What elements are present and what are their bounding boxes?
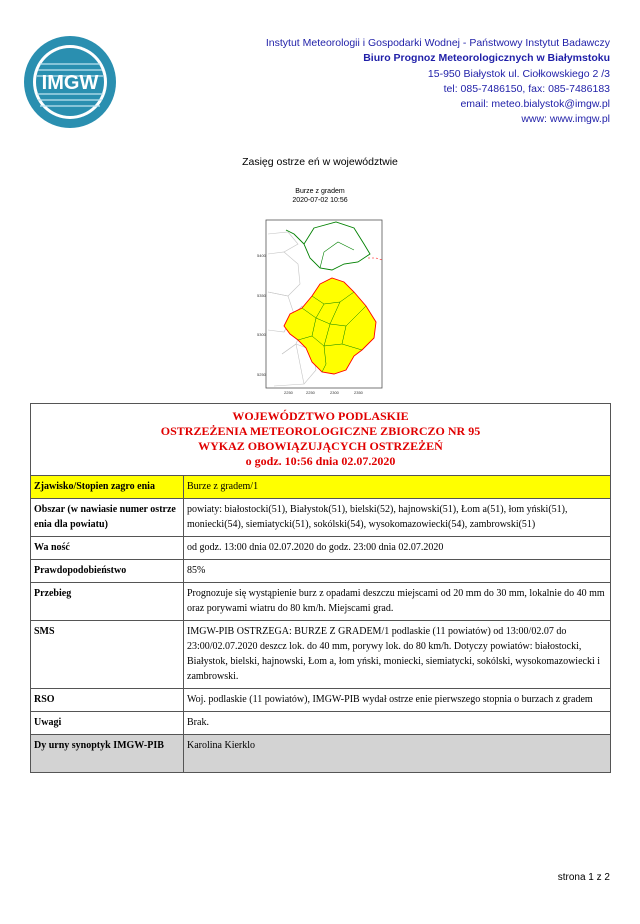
row-value: Prognozuje się wystąpienie burz z opadami deszczu miejscami od 20 mm do 30 mm, lokalnie do 40 mm oraz porywami wiatru do 80 km/h. Miejscami grad. [184,583,611,621]
issue-time-title: o godz. 10:56 dnia 02.07.2020 [245,454,396,468]
map-title: Zasięg ostrze eń w województwie [242,156,398,168]
map-datetime: 2020-07-02 10:56 [292,197,348,204]
row-label: Prawdopodobieństwo [31,560,184,583]
row-value: IMGW-PIB OSTRZEGA: BURZE Z GRADEM/1 podlaskie (11 powiatów) od 13:00/02.07 do 23:00/02.07.2020 deszcz lok. do 40 mm, porywy lok. do 80 km/h. Dotyczy powiatów: białostocki, Białystok, bielski, hajnowski, Łom a, łom yński, moniecki, siemiatycki, sokólski, wysokomazowiecki i zambrowski. [184,621,611,689]
table-row-remarks [31,712,611,735]
institute-name: Instytut Meteorologii i Gospodarki Wodnej - Państwowy Instytut Badawczy [265,37,610,49]
row-value: Burze z gradem/1 [184,476,611,499]
svg-text:IMGW: IMGW [41,72,99,94]
row-value: Karolina Kierklo [184,735,611,773]
voivodeship-title: WOJEWÓDZTWO PODLASKIE [232,409,409,423]
svg-text:5250: 5250 [257,372,266,377]
table-row-course [31,583,611,621]
svg-text:5350: 5350 [257,293,266,298]
table-row-sms [31,621,611,689]
institute-header [266,36,610,128]
warnings-table [30,403,611,773]
page-number: strona 1 z 2 [557,872,610,883]
table-row-forecaster [31,735,611,773]
warning-map [254,214,387,396]
office-phone: tel: 085-7486150, fax: 085-7486183 [443,82,610,95]
table-title [31,404,611,476]
row-label: Uwagi [31,712,184,735]
row-label: RSO [31,689,184,712]
svg-text:5400: 5400 [257,253,266,258]
row-value: Woj. podlaskie (11 powiatów), IMGW-PIB wydał ostrze enie pierwszego stopnia o burzach z gradem [184,689,611,712]
table-row-area [31,499,611,537]
row-value: od godz. 13:00 dnia 02.07.2020 do godz. 23:00 dnia 02.07.2020 [184,537,611,560]
row-value: Brak. [184,712,611,735]
svg-text:2350: 2350 [354,390,363,395]
svg-text:2300: 2300 [330,390,339,395]
svg-text:2250: 2250 [284,390,293,395]
office-website[interactable]: www: www.imgw.pl [521,113,610,126]
map-subtitle [0,187,640,205]
table-row-phenomenon [31,476,611,499]
office-address: 15-950 Białystok ul. Ciołkowskiego 2 /3 [427,67,610,80]
row-value: 85% [184,560,611,583]
office-email[interactable]: email: meteo.bialystok@imgw.pl [460,98,610,111]
imgw-logo [22,34,118,130]
table-row-probability [31,560,611,583]
svg-text:5300: 5300 [257,332,266,337]
row-label: Wa ność [31,537,184,560]
map-phenomenon: Burze z gradem [295,188,345,195]
row-label: Dy urny synoptyk IMGW-PIB [31,735,184,773]
row-label: SMS [31,621,184,689]
svg-text:2250: 2250 [306,390,315,395]
row-value: powiaty: białostocki(51), Białystok(51), bielski(52), hajnowski(51), Łom a(51), łom yński(51), moniecki(54), siemiatycki(51), sokólski(54), wysokomazowiecki(54), zambrowski(51) [184,499,611,537]
table-row-rso [31,689,611,712]
warnings-number-title: OSTRZEŻENIA METEOROLOGICZNE ZBIORCZO NR 95 [160,424,481,438]
row-label: Przebieg [31,583,184,621]
list-title: WYKAZ OBOWIĄZUJĄCYCH OSTRZEŻEŃ [198,439,443,453]
table-row-validity [31,537,611,560]
row-label: Obszar (w nawiasie numer ostrze enia dla powiatu) [31,499,184,537]
row-label: Zjawisko/Stopien zagro enia [31,476,184,499]
office-name: Biuro Prognoz Meteorologicznych w Białymstoku [363,52,610,65]
